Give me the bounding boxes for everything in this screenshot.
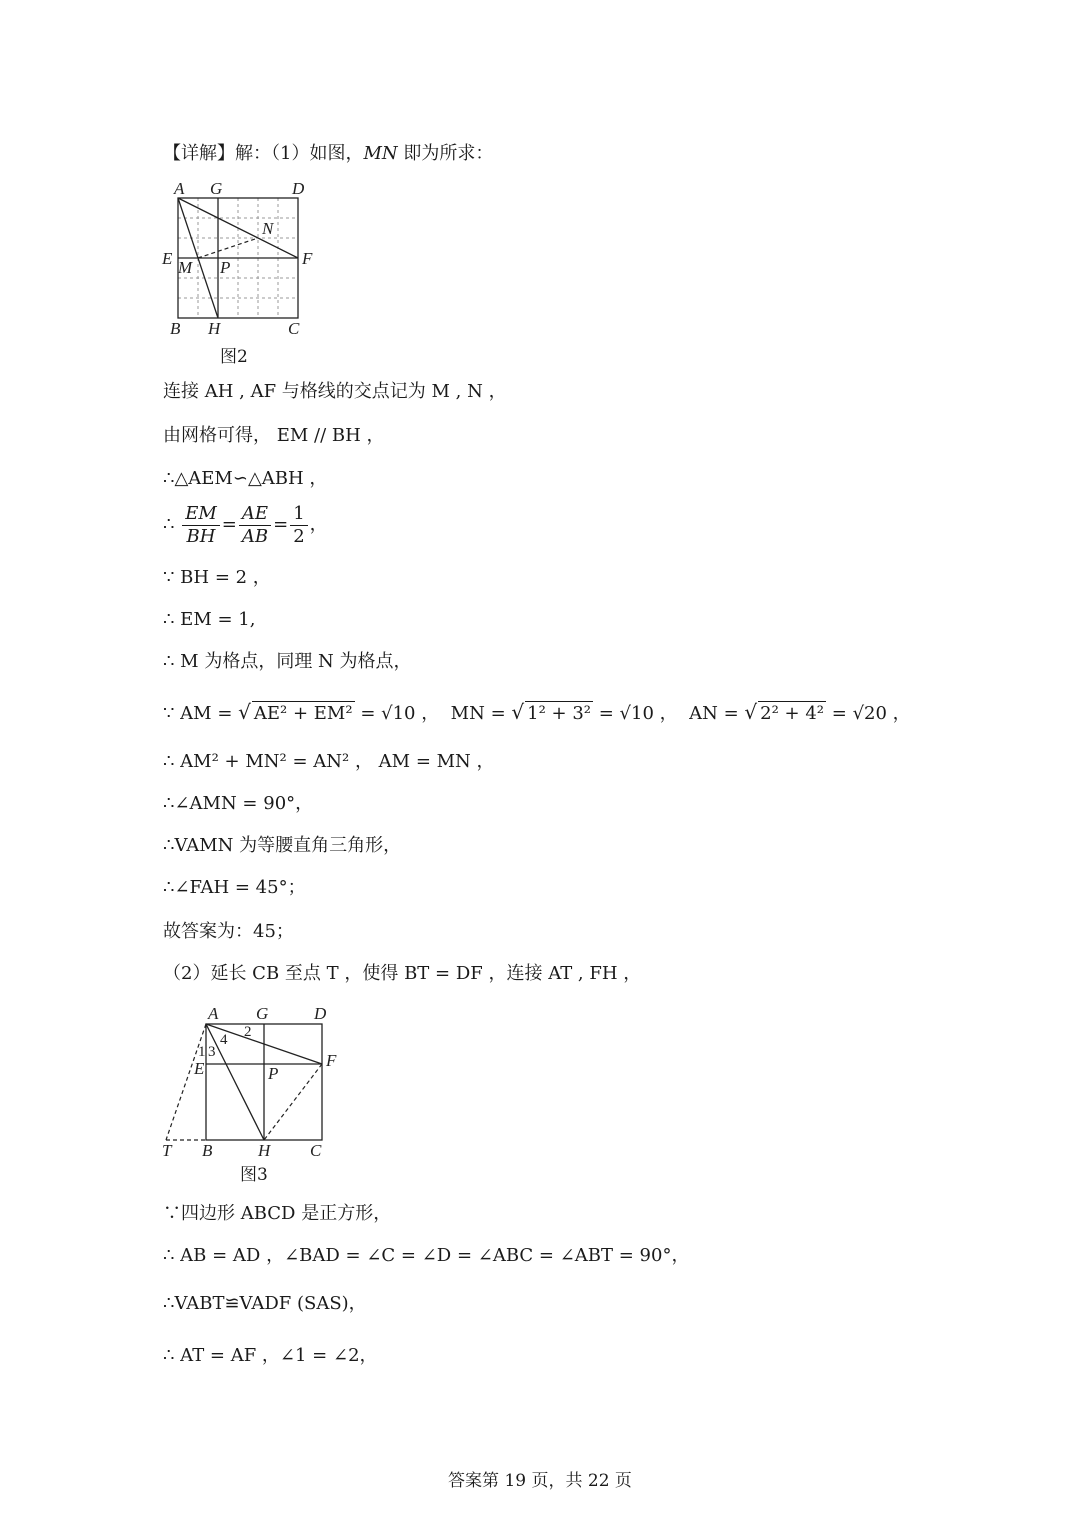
angle-label-4: 4	[220, 1032, 228, 1048]
line-angle-90: ∴∠AMN = 90°，	[163, 793, 314, 814]
figure-3-diagram	[158, 1002, 348, 1164]
label-d: D	[314, 1004, 327, 1023]
line-isosceles: ∴VAMN 为等腰直角三角形，	[163, 835, 402, 856]
intro-end: 即为所求：	[397, 143, 494, 164]
label-g: G	[256, 1004, 269, 1023]
line-similar: ∴△AEM∽△ABH ，	[163, 468, 328, 489]
line-connect: 连接 AH , AF 与格线的交点记为 M , N ，	[163, 381, 507, 402]
label-f: F	[302, 249, 313, 268]
line-part-2: （2）延长 CB 至点 T ，使得 BT = DF ，连接 AT , FH ，	[163, 963, 642, 984]
fraction-ae-ab: $\frac{AE}{AB}$	[239, 503, 271, 548]
solution-heading	[163, 142, 493, 166]
label-h: H	[208, 319, 221, 338]
line-at-af: ∴ AT = AF ，∠1 = ∠2，	[163, 1345, 378, 1366]
label-a: A	[208, 1004, 219, 1023]
label-a: A	[174, 179, 185, 198]
line-grid-point: ∴ M 为格点，同理 N 为格点，	[163, 651, 412, 672]
label-e: E	[162, 249, 173, 268]
label-f: F	[326, 1051, 337, 1070]
figure-2-caption: 图2	[220, 347, 248, 367]
therefore-symbol: ∴	[163, 514, 175, 535]
angle-label-1: 1	[198, 1044, 206, 1060]
fraction-em-bh: $\frac{EM}{BH}$	[182, 503, 220, 548]
intro-text: 解：（1）如图，	[235, 143, 364, 164]
label-g: G	[210, 179, 223, 198]
line-congruent: ∴VABT≌VADF (SAS)，	[163, 1293, 367, 1314]
line-lengths: ∵ AM = √ AE² + EM² = √10 ， MN = √ 1² + 3² = √10 ， AN = √ 2² + 4² = √20 ，	[163, 700, 911, 724]
line-bh: ∵ BH = 2 ，	[163, 567, 271, 588]
page-footer: 答案第 19 页，共 22 页	[448, 1471, 632, 1491]
label-d: D	[292, 179, 305, 198]
line-equal-angles: ∴ AB = AD ，∠BAD = ∠C = ∠D = ∠ABC = ∠ABT = 90°，	[163, 1245, 690, 1266]
comma: ，	[309, 514, 328, 535]
segment-at	[166, 1024, 206, 1140]
line-grid-parallel: 由网格可得， EM // BH ，	[163, 425, 385, 446]
line-em: ∴ EM = 1,	[163, 609, 256, 630]
figure-3-caption: 图3	[240, 1165, 268, 1185]
label-n: N	[262, 219, 274, 238]
label-p: P	[220, 258, 231, 277]
figure-2-diagram	[160, 172, 320, 342]
angle-label-3: 3	[208, 1044, 216, 1060]
label-m: M	[178, 258, 193, 277]
angle-label-2: 2	[244, 1024, 252, 1040]
segment-mn	[198, 238, 258, 258]
label-e: E	[194, 1059, 205, 1078]
mn-symbol: MN	[363, 143, 398, 164]
detail-tag: 【详解】	[163, 143, 235, 164]
fraction-one-half: $\frac{1}{2}$	[290, 503, 307, 548]
line-ratio: ∴ $\frac{EM}{BH}$ = $\frac{AE}{AB}$ = $\frac{1}{2}$ ，	[163, 502, 328, 547]
label-t: T	[162, 1141, 172, 1160]
label-b: B	[202, 1141, 213, 1160]
line-pythagoras: ∴ AM² + MN² = AN² ， AM = MN ，	[163, 751, 495, 772]
line-angle-45: ∴∠FAH = 45°；	[163, 877, 306, 898]
label-b: B	[170, 319, 181, 338]
label-c: C	[288, 319, 300, 338]
line-square: ∵四边形 ABCD 是正方形，	[163, 1203, 392, 1224]
label-c: C	[310, 1141, 322, 1160]
label-h: H	[258, 1141, 271, 1160]
line-answer: 故答案为：45；	[163, 921, 294, 942]
label-p: P	[268, 1064, 279, 1083]
